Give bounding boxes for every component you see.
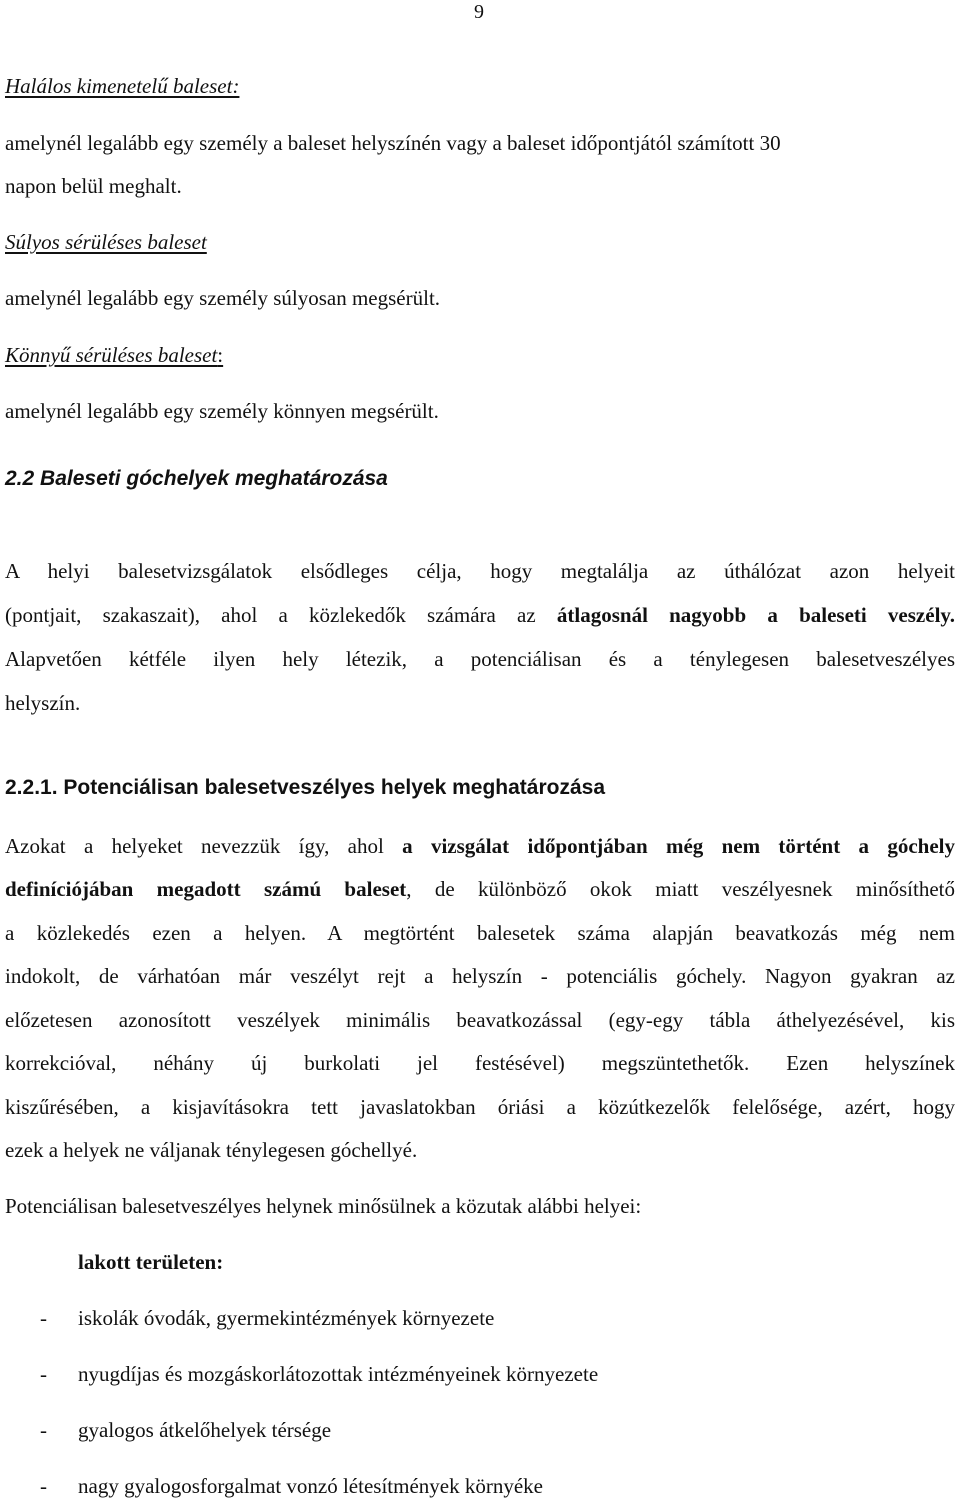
section-heading-2-2 xyxy=(5,467,388,491)
bullet-dash: - xyxy=(40,1474,47,1498)
section-2-2-paragraph-line3: Alapvetően kétféle ilyen hely létezik, a potenciálisan és a ténylegesen balesetveszélyes xyxy=(5,647,955,671)
bullet-dash: - xyxy=(40,1362,47,1386)
definition-title-fatal: Halálos kimenetelű baleset: xyxy=(5,74,240,98)
section-2-2-paragraph-line2-bold: átlagosnál nagyobb a baleseti veszély. xyxy=(556,603,955,627)
section-heading-2-2-text: 2.2 Baleseti góchelyek meghatározása xyxy=(5,467,388,490)
bullet-dash: - xyxy=(40,1306,47,1330)
definition-title-serious: Súlyos sérüléses baleset xyxy=(5,230,207,254)
page-number: 9 xyxy=(474,1,484,23)
section-2-2-1-line4: indokolt, de várhatóan már veszélyt rejt a helyszín - potenciális góchely. Nagyon gyakran az xyxy=(5,964,955,988)
section-2-2-paragraph-line2-plain: (pontjait, szakaszait), ahol a közlekedők számára az xyxy=(5,603,557,627)
definition-title-light-colon: : xyxy=(217,343,224,367)
section-heading-2-2-1: 2.2.1. Potenciálisan balesetveszélyes helyek meghatározása xyxy=(5,776,605,799)
definition-text-fatal-line2: napon belül meghalt. xyxy=(5,174,182,198)
section-2-2-1-line2-bold: definíciójában megadott számú baleset xyxy=(5,877,407,901)
section-2-2-1-line1-bold: a vizsgálat időpontjában még nem történt a góchely xyxy=(402,834,955,858)
list-subheading-text: lakott területen: xyxy=(78,1250,224,1274)
section-2-2-1-line5: előzetesen azonosított veszélyek minimális beavatkozással (egy-egy tábla áthelyezésével, kis xyxy=(5,1008,955,1032)
section-2-2-1-line6: korrekcióval, néhány új burkolati jel festésével) megszüntethetők. Ezen helyszínek xyxy=(5,1051,955,1075)
section-2-2-1-line3: a közlekedés ezen a helyen. A megtörtént balesetek száma alapján beavatkozás még nem xyxy=(5,921,955,945)
section-2-2-1-line2 xyxy=(5,877,955,901)
list-subheading xyxy=(78,1250,223,1274)
section-2-2-1-line1-plain: Azokat a helyeket nevezzük így, ahol xyxy=(5,834,403,858)
list-intro: Potenciálisan balesetveszélyes helynek minősülnek a közutak alábbi helyei: xyxy=(5,1194,642,1218)
list-item-text: nagy gyalogosforgalmat vonzó létesítmények környéke xyxy=(78,1474,543,1498)
bullet-dash: - xyxy=(40,1418,47,1442)
section-2-2-1-line8: ezek a helyek ne váljanak ténylegesen góchellyé. xyxy=(5,1138,418,1162)
section-2-2-1-line7: kiszűrésében, a kisjavításokra tett javaslatokban óriási a közútkezelők felelősége, azért, hogy xyxy=(5,1095,955,1119)
section-2-2-paragraph-line1: A helyi balesetvizsgálatok elsődleges célja, hogy megtalálja az úthálózat azon helyeit xyxy=(5,559,955,583)
list-item-text: nyugdíjas és mozgáskorlátozottak intézményeinek környezete xyxy=(78,1362,599,1386)
section-2-2-1-line1 xyxy=(5,834,955,858)
section-2-2-1-line2-plain: , de különböző okok miatt veszélyesnek minősíthető xyxy=(406,877,955,901)
definition-title-light-text: Könnyű sérüléses baleset xyxy=(5,343,218,367)
definition-text-fatal-line1: amelynél legalább egy személy a baleset helyszínén vagy a baleset időpontjától számított 30 xyxy=(5,131,781,155)
list-item-text: gyalogos átkelőhelyek térsége xyxy=(78,1418,332,1442)
definition-text-light: amelynél legalább egy személy könnyen megsérült. xyxy=(5,399,439,423)
section-2-2-paragraph-line2 xyxy=(5,603,955,627)
section-2-2-paragraph-line4: helyszín. xyxy=(5,691,81,715)
definition-title-light xyxy=(5,343,223,367)
definition-text-serious: amelynél legalább egy személy súlyosan megsérült. xyxy=(5,286,441,310)
list-item-text: iskolák óvodák, gyermekintézmények környezete xyxy=(78,1306,495,1330)
